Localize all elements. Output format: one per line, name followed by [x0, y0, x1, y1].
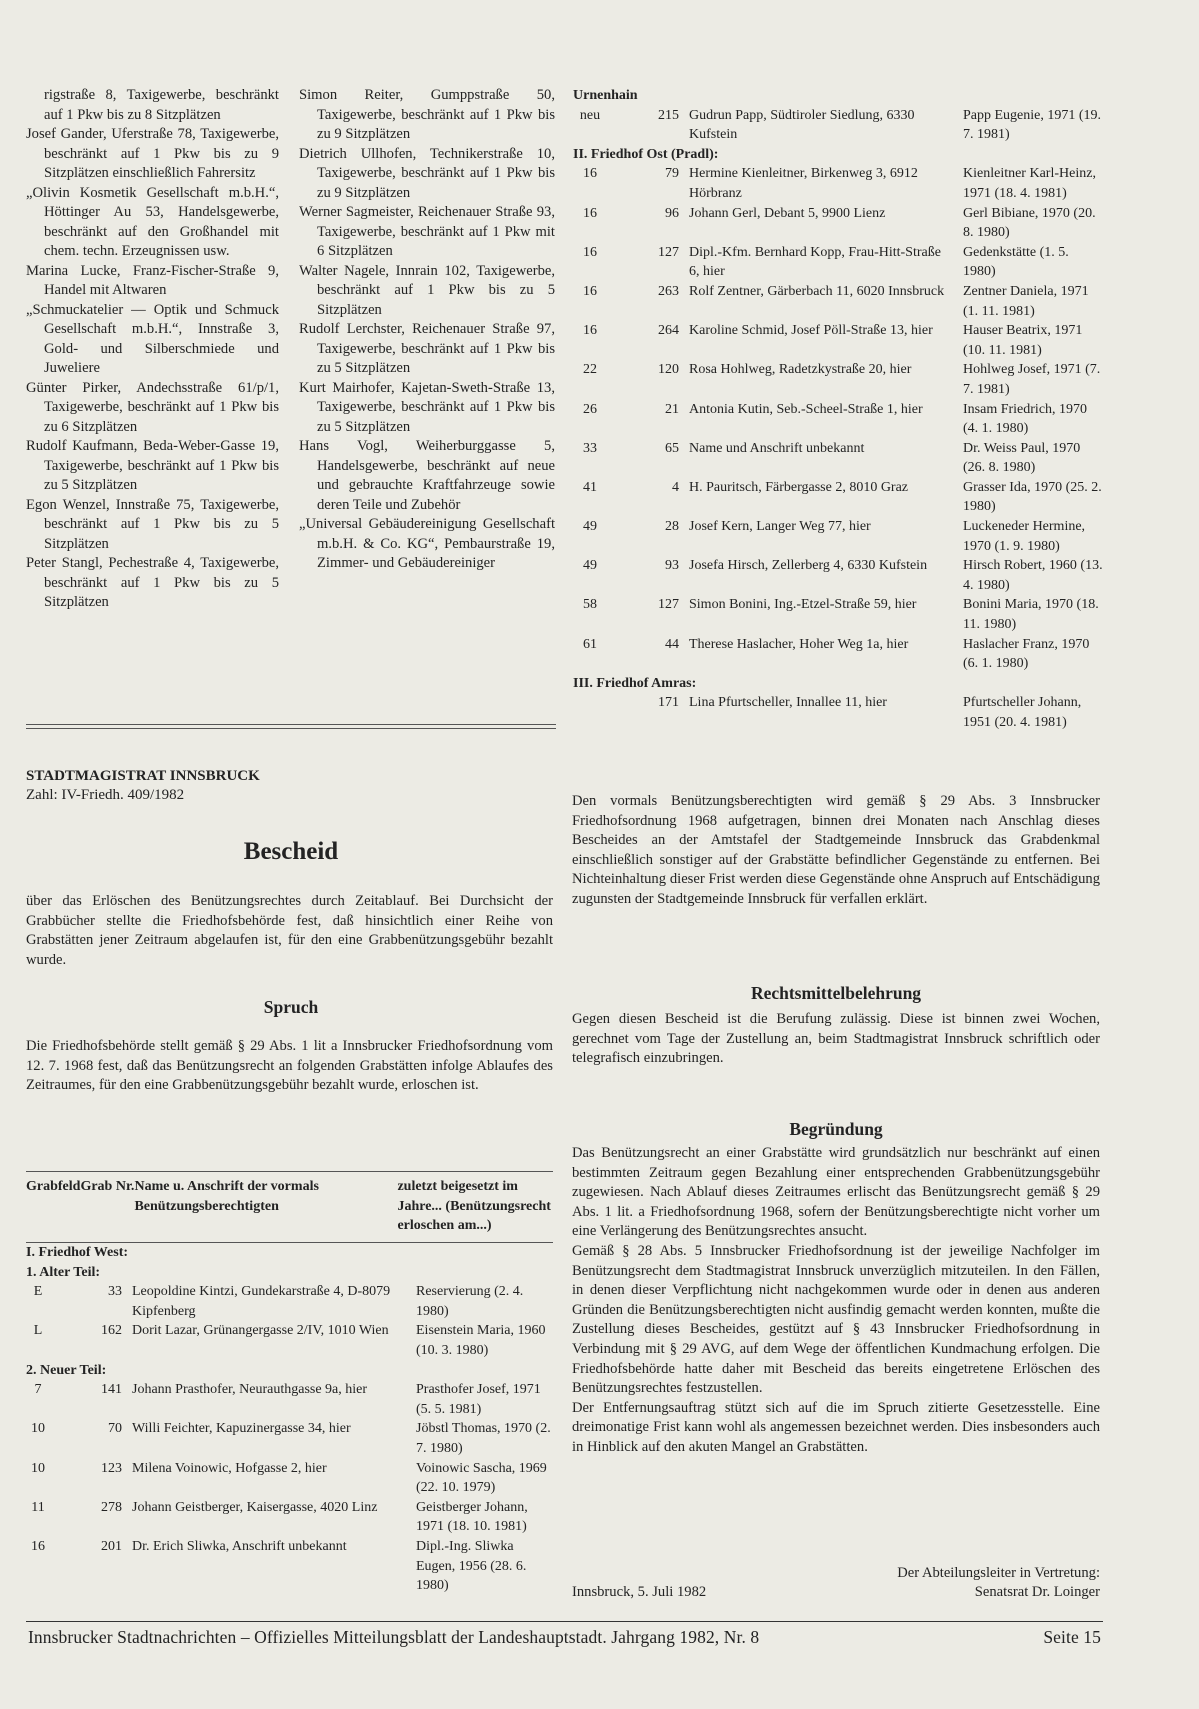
- last-burial: Papp Eugenie, 1971 (19. 7. 1981): [963, 107, 1102, 143]
- last-burial: Dr. Weiss Paul, 1970 (26. 8. 1980): [963, 440, 1081, 476]
- grave-row: [573, 517, 1103, 556]
- holder-name-address: Karoline Schmid, Josef Pöll-Straße 13, hier: [689, 323, 933, 339]
- begruendung-paragraph: Gemäß § 28 Abs. 5 Innsbrucker Friedhofsordnung ist der jeweilige Nachfolger im Benützungsrecht dem Stadtmagistrat Innsbruck unverzüglich mitzuteilen. In den Fällen, in denen dieser Verpflichtung nicht nachgekommen wurde oder in denen aus anderen Gründen die Benützungsberechtigten nicht ausfindig gemacht werden konnten, mußte die Zustellung dieses Bescheides, gestützt auf § 43 Innsbrucker Friedhofsordnung in Verbindung mit § 29 AVG, auf dem Wege der öffentlichen Kundmachung erfolgen. Die Friedhofsbehörde hatte daher mit Bescheid das bereits eingetretene Erlöschen des Benützungsrechtes festzustellen.: [572, 1242, 1100, 1397]
- header-grabfeld: Grabfeld: [26, 1179, 81, 1194]
- last-burial: Geistberger Johann, 1971 (18. 10. 1981): [416, 1499, 528, 1535]
- holder-name-address: Dipl.-Kfm. Bernhard Kopp, Frau-Hitt-Straße 6, hier: [689, 244, 941, 280]
- bescheid-title: Bescheid: [243, 838, 339, 865]
- grave-number: 96: [665, 205, 679, 221]
- last-burial: Kienleitner Karl-Heinz, 1971 (18. 4. 1981): [963, 166, 1096, 201]
- signature-role: Der Abteilungsleiter in Vertretung:: [897, 1565, 1100, 1581]
- grave-number: 127: [658, 244, 679, 260]
- begruendung-paragraph: Der Entfernungsauftrag stützt sich auf die im Spruch zitierte Gesetzesstelle. Eine dreimonatige Frist kann wohl als angemessen bezeichnet werden. Dies insbesonders auch in Hinblick auf den akuten Mangel an Grabstätten.: [572, 1399, 1100, 1455]
- grave-field: E: [33, 1284, 43, 1300]
- holder-name-address: Willi Feichter, Kapuzinergasse 34, hier: [132, 1421, 351, 1437]
- section-heading-urnenhain: Urnenhain: [573, 88, 638, 103]
- grave-field: 41: [583, 479, 597, 495]
- grave-field: 16: [583, 244, 597, 260]
- grave-row: [573, 478, 1103, 517]
- grave-row: [26, 1380, 553, 1419]
- grave-row: [573, 439, 1103, 478]
- holder-name-address: Simon Bonini, Ing.-Etzel-Straße 59, hier: [689, 597, 917, 613]
- section-heading-neuer-teil: 2. Neuer Teil:: [26, 1362, 107, 1378]
- grave-table-ost: [573, 164, 1103, 673]
- place-date: Innsbruck, 5. Juli 1982: [572, 1584, 707, 1600]
- rechtsmittel-text: Gegen diesen Bescheid ist die Berufung zulässig. Diese ist binnen zwei Wochen, gerechnet vom Tage der Zustellung an, beim Stadtmagistrat Innsbruck schriftlich oder telegrafisch einzubringen.: [572, 1011, 1100, 1067]
- business-entry: Dietrich Ullhofen, Technikerstraße 10, Taxigewerbe, beschränkt auf 1 Pkw bis zu 9 Sitzplätzen: [299, 145, 555, 201]
- rechtsmittel-heading: Rechtsmittelbelehrung: [750, 983, 922, 1003]
- grave-field: 11: [31, 1499, 45, 1515]
- grave-number: 141: [101, 1382, 122, 1398]
- last-burial: Pfurtscheller Johann, 1951 (20. 4. 1981): [963, 695, 1082, 730]
- grave-field: neu: [579, 107, 601, 123]
- grave-table-header: [26, 1177, 553, 1239]
- grave-table-west: [26, 1243, 553, 1596]
- holder-name-address: Johann Geistberger, Kaisergasse, 4020 Linz: [132, 1499, 378, 1515]
- holder-name-address: Milena Voinowic, Hofgasse 2, hier: [132, 1460, 327, 1476]
- last-burial: Hirsch Robert, 1960 (13. 4. 1980): [963, 558, 1103, 593]
- grave-row: [26, 1321, 553, 1360]
- last-burial: Haslacher Franz, 1970 (6. 1. 1980): [963, 636, 1090, 672]
- grave-field: 61: [583, 636, 597, 652]
- spruch-heading: Spruch: [263, 997, 319, 1017]
- grave-row: [573, 635, 1103, 674]
- footer-rule: [26, 1621, 1103, 1622]
- bescheid-intro: über das Erlöschen des Benützungsrechtes durch Zeitablauf. Bei Durchsicht der Grabbücher stellte die Friedhofsbehörde fest, daß hinsichtlich einer Reihe von Grabstätten jener Zeitraum abgelaufen ist, für den eine Grabbenützungsgebühr bezahlt wurde.: [26, 893, 553, 968]
- grave-row: [573, 595, 1103, 634]
- holder-name-address: Antonia Kutin, Seb.-Scheel-Straße 1, hier: [689, 401, 923, 417]
- holder-name-address: Dorit Lazar, Grünangergasse 2/IV, 1010 Wien: [132, 1323, 389, 1339]
- grave-number: 44: [665, 636, 679, 652]
- last-burial: Jöbstl Thomas, 1970 (2. 7. 1980): [416, 1421, 551, 1456]
- business-entry: „Schmuckatelier — Optik und Schmuck Gesellschaft m.b.H.“, Innstraße 3, Gold- und Silberschmiede und Juweliere: [26, 301, 279, 376]
- section-heading-friedhof-amras: III. Friedhof Amras:: [573, 675, 697, 691]
- holder-name-address: Gudrun Papp, Südtiroler Siedlung, 6330 Kufstein: [689, 107, 915, 143]
- grave-number: 171: [658, 695, 679, 711]
- grave-row: [573, 243, 1103, 282]
- grave-row: [26, 1537, 553, 1596]
- last-burial: Voinowic Sascha, 1969 (22. 10. 1979): [416, 1460, 547, 1496]
- grave-field: 10: [31, 1460, 45, 1476]
- grave-row: [573, 204, 1103, 243]
- grave-field: 58: [583, 597, 597, 613]
- holder-name-address: Leopoldine Kintzi, Gundekarstraße 4, D-8079 Kipfenberg: [132, 1284, 391, 1319]
- signature-name: Senatsrat Dr. Loinger: [974, 1584, 1100, 1600]
- grave-row: [573, 164, 1103, 203]
- grave-field: 22: [583, 362, 597, 378]
- holder-name-address: Johann Gerl, Debant 5, 9900 Lienz: [689, 205, 886, 221]
- table-top-rule: [26, 1171, 553, 1172]
- holder-name-address: Rolf Zentner, Gärberbach 11, 6020 Innsbruck: [689, 283, 945, 299]
- grave-number: 162: [101, 1323, 122, 1339]
- holder-name-address: H. Pauritsch, Färbergasse 2, 8010 Graz: [689, 479, 909, 495]
- grave-number: 123: [101, 1460, 122, 1476]
- business-entry: Hans Vogl, Weiherburggasse 5, Handelsgewerbe, beschränkt auf neue und gebrauchte Kraftfahrzeuge sowie deren Teile und Zubehör: [299, 438, 555, 513]
- spruch-text: Die Friedhofsbehörde stellt gemäß § 29 Abs. 1 lit a Innsbrucker Friedhofsordnung vom 12. 7. 1968 fest, daß das Benützungsrecht an folgenden Grabstätten infolge Ablaufes des Zeitraumes, für den eine Grabbenützungsgebühr bezahlt wurde, erloschen ist.: [26, 1038, 553, 1094]
- last-burial: Bonini Maria, 1970 (18. 11. 1980): [963, 597, 1099, 633]
- grave-field: 16: [583, 323, 597, 339]
- business-entry: Simon Reiter, Gumppstraße 50, Taxigewerbe, beschränkt auf 1 Pkw bis zu 9 Sitzplätzen: [299, 87, 555, 142]
- grave-row: [26, 1498, 553, 1537]
- grave-number: 79: [665, 166, 679, 182]
- grave-row: [573, 693, 1103, 732]
- last-burial: Prasthofer Josef, 1971 (5. 5. 1981): [416, 1382, 541, 1417]
- grave-number: 4: [672, 479, 679, 495]
- grave-number: 263: [658, 283, 679, 299]
- grave-table-neuer-teil: [26, 1380, 553, 1596]
- grave-field: L: [33, 1323, 43, 1339]
- grave-row: [573, 321, 1103, 360]
- grave-row: [573, 106, 1103, 145]
- header-name: Name u. Anschrift der vormals Benützungsberechtigten: [134, 1179, 319, 1214]
- grave-number: 65: [665, 440, 679, 456]
- last-burial: Reservierung (2. 4. 1980): [416, 1284, 524, 1319]
- footer-publication: Innsbrucker Stadtnachrichten – Offizielles Mitteilungsblatt der Landeshauptstadt. Jahrgang 1982, Nr. 8: [28, 1627, 760, 1647]
- business-entry: rigstraße 8, Taxigewerbe, beschränkt auf 1 Pkw bis zu 8 Sitzplätzen: [44, 87, 279, 123]
- business-entry: Peter Stangl, Pechestraße 4, Taxigewerbe, beschränkt auf 1 Pkw bis zu 5 Sitzplätzen: [26, 555, 279, 610]
- grave-field: 49: [583, 558, 597, 574]
- holder-name-address: Josef Kern, Langer Weg 77, hier: [689, 519, 871, 535]
- business-entry: Rudolf Kaufmann, Beda-Weber-Gasse 19, Taxigewerbe, beschränkt auf 1 Pkw bis zu 5 Sitzplätzen: [26, 438, 279, 493]
- grave-row: [573, 360, 1103, 399]
- holder-name-address: Hermine Kienleitner, Birkenweg 3, 6912 Hörbranz: [689, 166, 918, 201]
- grave-number: 264: [658, 323, 679, 339]
- business-list-col2: [299, 86, 555, 574]
- last-burial: Dipl.-Ing. Sliwka Eugen, 1956 (28. 6. 1980): [416, 1538, 527, 1594]
- grave-table-alter-teil: [26, 1282, 553, 1360]
- grave-field: 16: [31, 1538, 45, 1554]
- grave-table-urnenhain: [573, 106, 1103, 145]
- grave-row: [26, 1419, 553, 1458]
- business-entry: „Olivin Kosmetik Gesellschaft m.b.H.“, Höttinger Au 53, Handelsgewerbe, beschränkt auf den Großhandel mit chem. techn. Erzeugnissen usw.: [26, 184, 279, 259]
- grave-row: [573, 400, 1103, 439]
- removal-order: Den vormals Benützungsberechtigten wird gemäß § 29 Abs. 3 Innsbrucker Friedhofsordnung 1968 aufgetragen, binnen drei Monaten nach Anschlag dieses Bescheides an der Amtstafel der Stadtgemeinde Innsbruck das Grabdenkmal einschließlich sonstiger auf der Grabstätte befindlicher Gegenstände zu entfernen. Bei Nichteinhaltung dieser Frist werden diese Gegenstände ohne Anspruch auf Entschädigung zugunsten der Stadtgemeinde Innsbruck für verfallen erklärt.: [572, 793, 1100, 907]
- last-burial: Gerl Bibiane, 1970 (20. 8. 1980): [963, 205, 1096, 241]
- section-heading-friedhof-west: I. Friedhof West:: [26, 1245, 129, 1260]
- grave-row: [573, 556, 1103, 595]
- last-burial: Eisenstein Maria, 1960 (10. 3. 1980): [416, 1323, 546, 1358]
- last-burial: Zentner Daniela, 1971 (1. 11. 1981): [963, 283, 1089, 319]
- begruendung-text: [572, 1144, 1100, 1458]
- issuer-block: [26, 767, 426, 805]
- last-burial: Grasser Ida, 1970 (25. 2. 1980): [963, 479, 1102, 515]
- grave-table-amras: [573, 693, 1103, 732]
- last-burial: Hohlweg Josef, 1971 (7. 7. 1981): [963, 362, 1101, 397]
- grave-number: 33: [108, 1284, 122, 1300]
- business-entry: Walter Nagele, Innrain 102, Taxigewerbe, beschränkt auf 1 Pkw bis zu 5 Sitzplätzen: [299, 262, 555, 318]
- grave-number: 278: [101, 1499, 122, 1515]
- header-grabnr: Grab Nr.: [80, 1179, 135, 1194]
- grave-list-continued: [573, 86, 1103, 733]
- issuer-title: STADTMAGISTRAT INNSBRUCK: [26, 768, 260, 784]
- grave-row: [26, 1459, 553, 1498]
- last-burial: Gedenkstätte (1. 5. 1980): [963, 244, 1069, 280]
- grave-number: 70: [108, 1421, 122, 1437]
- business-list-col1: [26, 86, 279, 613]
- grave-number: 21: [665, 401, 679, 417]
- business-entry: „Universal Gebäudereinigung Gesellschaft m.b.H. & Co. KG“, Pembaurstraße 19, Zimmer- und Gebäudereiniger: [299, 516, 555, 571]
- last-burial: Luckeneder Hermine, 1970 (1. 9. 1980): [963, 519, 1086, 554]
- begruendung-paragraph: Das Benützungsrecht an einer Grabstätte wird grundsätzlich nur beschränkt auf einen bestimmten Zeitraum gegen Bezahlung einer entsprechenden Grabbenützungsgebühr zugewiesen. Nach Ablauf dieses Zeitraumes erlischt das Benützungsrecht gemäß § 29 Abs. 1 lit. a Friedhofsordnung 1968, sofern der Benützungsberechtigte nicht vorher um eine Verlängerung des Benützungsrechtes ansucht.: [572, 1145, 1100, 1240]
- section-heading-friedhof-ost: II. Friedhof Ost (Pradl):: [573, 146, 719, 162]
- section-divider: [26, 724, 556, 729]
- business-entry: Josef Gander, Uferstraße 78, Taxigewerbe, beschränkt auf 1 Pkw bis zu 9 Sitzplätzen einschließlich Fahrersitz: [26, 126, 279, 181]
- grave-row: [573, 282, 1103, 321]
- grave-field: 16: [583, 283, 597, 299]
- holder-name-address: Rosa Hohlweg, Radetzkystraße 20, hier: [689, 362, 912, 378]
- last-burial: Hauser Beatrix, 1971 (10. 11. 1981): [963, 323, 1083, 358]
- grave-field: 16: [583, 205, 597, 221]
- business-entry: Günter Pirker, Andechsstraße 61/p/1, Taxigewerbe, beschränkt auf 1 Pkw bis zu 6 Sitzplätzen: [26, 379, 279, 435]
- business-entry: Egon Wenzel, Innstraße 75, Taxigewerbe, beschränkt auf 1 Pkw bis zu 5 Sitzplätzen: [26, 496, 279, 552]
- grave-number: 127: [658, 597, 679, 613]
- grave-number: 120: [658, 362, 679, 378]
- header-last-burial: zuletzt beigesetzt im Jahre... (Benützungsrecht erloschen am...): [397, 1179, 551, 1234]
- grave-number: 201: [101, 1538, 122, 1554]
- holder-name-address: Lina Pfurtscheller, Innallee 11, hier: [689, 695, 887, 711]
- business-entry: Rudolf Lerchster, Reichenauer Straße 97, Taxigewerbe, beschränkt auf 1 Pkw bis zu 5 Sitzplätzen: [299, 321, 555, 376]
- grave-number: 93: [665, 558, 679, 574]
- grave-number: 215: [658, 107, 679, 123]
- begruendung-heading: Begründung: [789, 1119, 883, 1139]
- file-number: Zahl: IV-Friedh. 409/1982: [26, 787, 185, 803]
- grave-field: 49: [583, 519, 597, 535]
- grave-row: [26, 1282, 553, 1321]
- holder-name-address: Dr. Erich Sliwka, Anschrift unbekannt: [132, 1538, 347, 1554]
- holder-name-address: Josefa Hirsch, Zellerberg 4, 6330 Kufstein: [689, 558, 928, 574]
- business-entry: Kurt Mairhofer, Kajetan-Sweth-Straße 13, Taxigewerbe, beschränkt auf 1 Pkw bis zu 5 Sitzplätzen: [299, 379, 555, 435]
- grave-field: 10: [31, 1421, 45, 1437]
- business-entry: Werner Sagmeister, Reichenauer Straße 93, Taxigewerbe, beschränkt auf 1 Pkw mit 6 Sitzplätzen: [299, 204, 555, 259]
- grave-field: [573, 693, 607, 732]
- footer-page-number: Seite 15: [1043, 1627, 1101, 1647]
- holder-name-address: Therese Haslacher, Hoher Weg 1a, hier: [689, 636, 909, 652]
- grave-field: 7: [34, 1382, 42, 1398]
- section-heading-alter-teil: 1. Alter Teil:: [26, 1264, 101, 1280]
- holder-name-address: Name und Anschrift unbekannt: [689, 440, 865, 456]
- holder-name-address: Johann Prasthofer, Neurauthgasse 9a, hier: [132, 1382, 368, 1398]
- grave-field: 26: [583, 401, 597, 417]
- last-burial: Insam Friedrich, 1970 (4. 1. 1980): [963, 401, 1088, 437]
- business-entry: Marina Lucke, Franz-Fischer-Straße 9, Handel mit Altwaren: [26, 262, 279, 298]
- grave-field: 33: [583, 440, 597, 456]
- grave-field: 16: [583, 166, 597, 182]
- grave-number: 28: [665, 519, 679, 535]
